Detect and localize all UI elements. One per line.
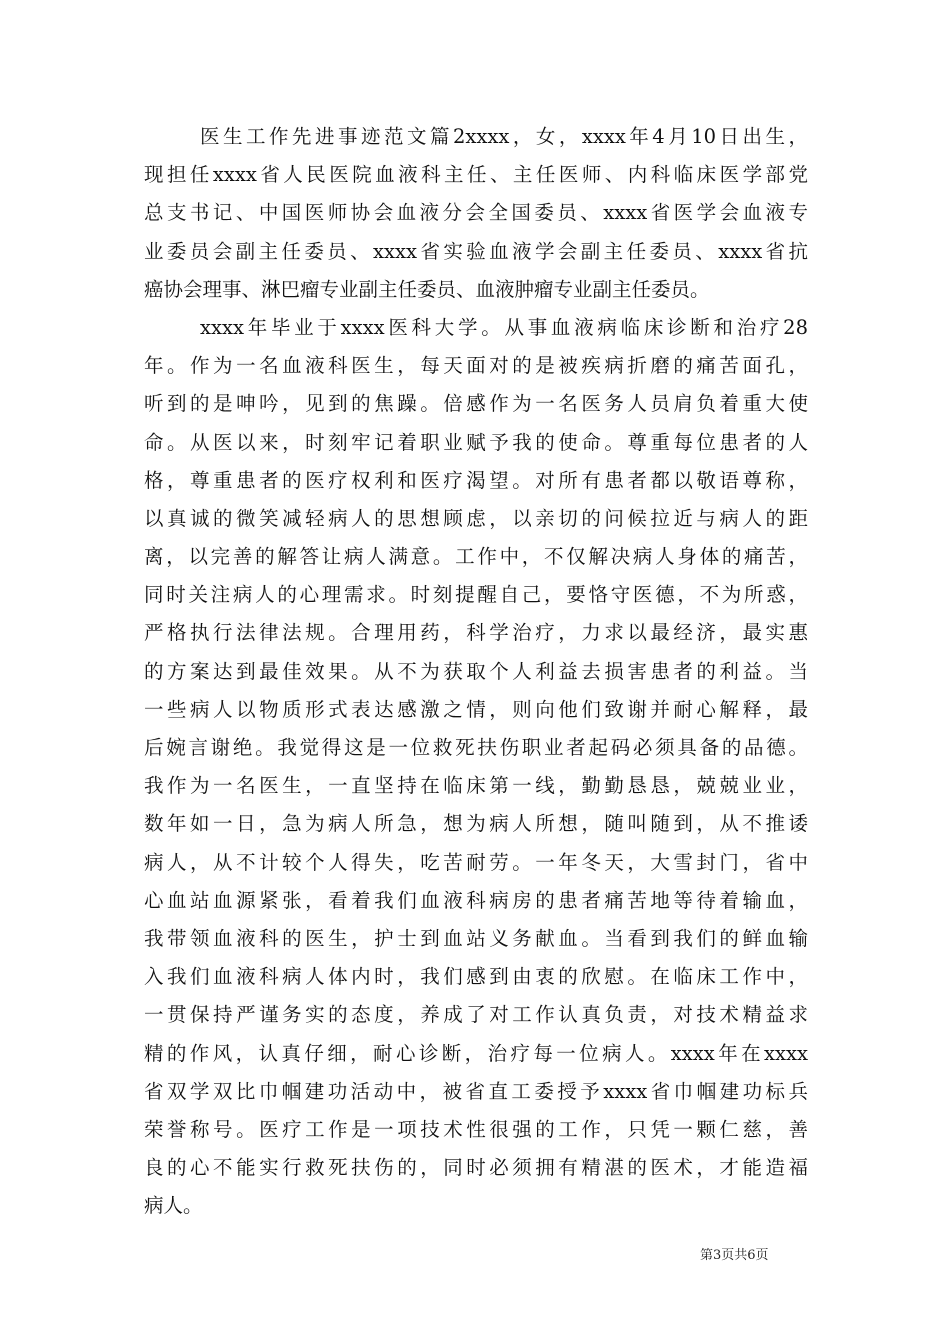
paragraph — [144, 309, 808, 1226]
text-line: 的方案达到最佳效果。从不为获取个人利益去损害患者的利益。当 — [144, 659, 808, 683]
text-line: 听到的是呻吟，见到的焦躁。倍感作为一名医务人员肩负着重大使 — [144, 392, 808, 416]
text-line: 以真诚的微笑减轻病人的思想顾虑，以亲切的问候拉近与病人的距 — [144, 506, 808, 530]
text-line: 精的作风，认真仔细，耐心诊断，治疗每一位病人。xxxx年在xxxx — [144, 1041, 808, 1065]
text-line: 命。从医以来，时刻牢记着职业赋予我的使命。尊重每位患者的人 — [144, 430, 808, 454]
text-line: 现担任xxxx省人民医院血液科主任、主任医师、内科临床医学部党 — [144, 163, 808, 187]
text-line: 癌协会理事、淋巴瘤专业副主任委员、血液肿瘤专业副主任委员。 — [144, 277, 710, 301]
paragraph — [144, 118, 808, 309]
text-line: 我作为一名医生，一直坚持在临床第一线，勤勤恳恳，兢兢业业， — [144, 774, 808, 798]
text-line: 后婉言谢绝。我觉得这是一位救死扶伤职业者起码必须具备的品德。 — [144, 736, 808, 759]
text-line: xxxx年毕业于xxxx医科大学。从事血液病临床诊断和治疗28 — [200, 315, 808, 339]
text-line: 医生工作先进事迹范文篇2xxxx，女，xxxx年4月10日出生， — [200, 125, 808, 148]
text-line: 业委员会副主任委员、xxxx省实验血液学会副主任委员、xxxx省抗 — [144, 239, 808, 263]
text-line: 病人，从不计较个人得失，吃苦耐劳。一年冬天，大雪封门，省中 — [144, 850, 808, 874]
text-line: 一贯保持严谨务实的态度，养成了对工作认真负责，对技术精益求 — [144, 1003, 808, 1027]
text-line: 心血站血源紧张，看着我们血液科病房的患者痛苦地等待着输血， — [144, 888, 808, 912]
body-text — [144, 118, 808, 1225]
text-line: 同时关注病人的心理需求。时刻提醒自己，要恪守医德，不为所惑， — [144, 583, 808, 607]
text-line: 年。作为一名血液科医生，每天面对的是被疾病折磨的痛苦面孔， — [144, 354, 808, 378]
text-line: 我带领血液科的医生，护士到血站义务献血。当看到我们的鲜血输 — [144, 926, 808, 950]
text-line: 严格执行法律法规。合理用药，科学治疗，力求以最经济，最实惠 — [144, 621, 808, 645]
text-line: 格，尊重患者的医疗权利和医疗渴望。对所有患者都以敬语尊称， — [144, 468, 808, 492]
text-line: 总支书记、中国医师协会血液分会全国委员、xxxx省医学会血液专 — [144, 201, 808, 225]
text-line: 荣誉称号。医疗工作是一项技术性很强的工作，只凭一颗仁慈，善 — [144, 1117, 808, 1141]
text-line: 病人。 — [144, 1194, 203, 1218]
text-line: 省双学双比巾帼建功活动中，被省直工委授予xxxx省巾帼建功标兵 — [144, 1079, 808, 1103]
text-line: 离，以完善的解答让病人满意。工作中，不仅解决病人身体的痛苦， — [144, 545, 808, 569]
text-line: 入我们血液科病人体内时，我们感到由衷的欣慰。在临床工作中， — [144, 965, 808, 989]
text-line: 良的心不能实行救死扶伤的，同时必须拥有精湛的医术，才能造福 — [144, 1156, 808, 1180]
text-line: 一些病人以物质形式表达感激之情，则向他们致谢并耐心解释，最 — [144, 697, 808, 721]
text-line: 数年如一日，急为病人所急，想为病人所想，随叫随到，从不推诿 — [144, 812, 808, 836]
page-number: 第3页共6页 — [700, 1248, 769, 1263]
